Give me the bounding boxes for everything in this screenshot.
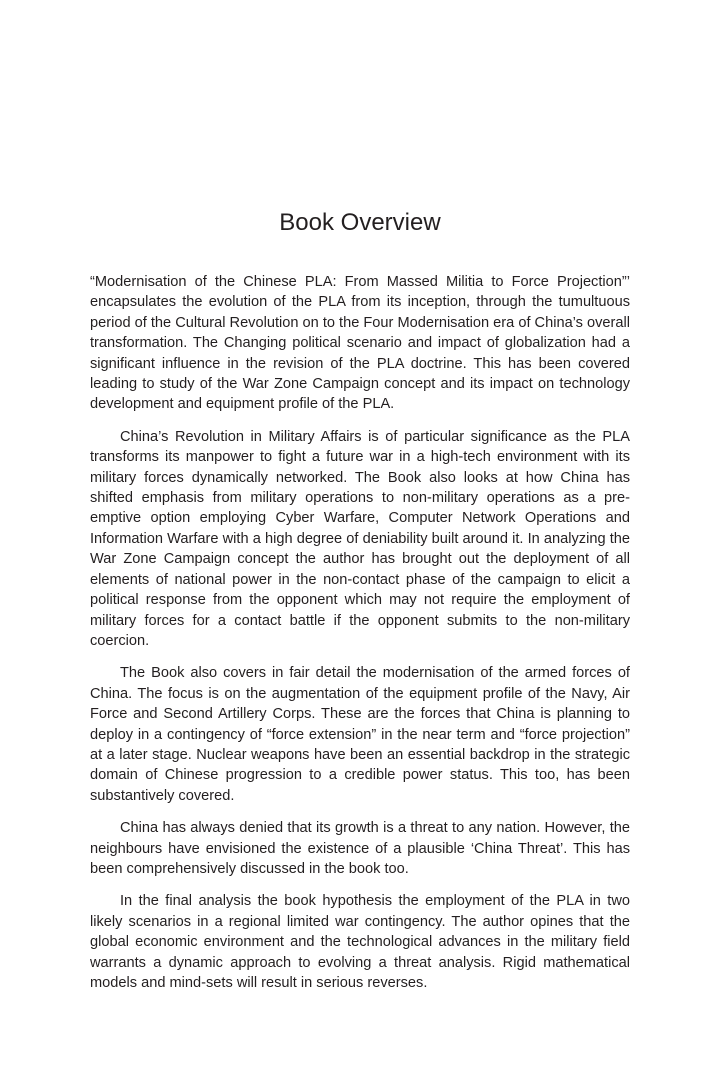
paragraph-2: China’s Revolution in Military Affairs is of particular significance as the PLA transforms its manpower to fight a future war in a high-tech environment with its military forces dynamically networked. The Book also looks at how China has shifted emphasis from military operations to non-military operations as a pre-emptive option employing Cyber Warfare, Computer Network Operations and Information Warfare with a high degree of deniability built around it. In analyzing the War Zone Campaign concept the author has brought out the deployment of all elements of national power in the non-contact phase of the campaign to elicit a political response from the opponent which may not require the employment of military forces for a contact battle if the opponent submits to the non-military coercion. xyxy=(90,428,630,649)
body-text xyxy=(90,272,630,1005)
paragraph-5: In the final analysis the book hypothesis the employment of the PLA in two likely scenarios in a regional limited war contingency. The author opines that the global economic environment and the technological advances in the military field warrants a dynamic approach to evolving a threat analysis. Rigid mathematical models and mind-sets will result in serious reverses. xyxy=(90,893,630,991)
paragraph-1: “Modernisation of the Chinese PLA: From Massed Militia to Force Projection”’ encapsulates the evolution of the PLA from its inception, through the tumultuous period of the Cultural Revolution on to the Four Modernisation era of China’s overall transformation. The Changing political scenario and impact of globalization had a significant influence in the revision of the PLA doctrine. This has been covered leading to study of the War Zone Campaign concept and its impact on technology development and equipment profile of the PLA. xyxy=(90,274,631,413)
paragraph-3: The Book also covers in fair detail the modernisation of the armed forces of China. The focus is on the augmentation of the equipment profile of the Navy, Air Force and Second Artillery Corps. These are the forces that China is planning to deploy in a contingency of “force extension” in the near term and “force projection” at a later stage. Nuclear weapons have been an essential backdrop in the strategic domain of Chinese progression to a credible power status. This too, has been substantively covered. xyxy=(90,665,630,804)
paragraph-4: China has always denied that its growth is a threat to any nation. However, the neighbours have envisioned the existence of a plausible ‘China Threat’. This has been comprehensively discussed in the book too. xyxy=(90,820,630,877)
page-title: Book Overview xyxy=(279,209,441,236)
